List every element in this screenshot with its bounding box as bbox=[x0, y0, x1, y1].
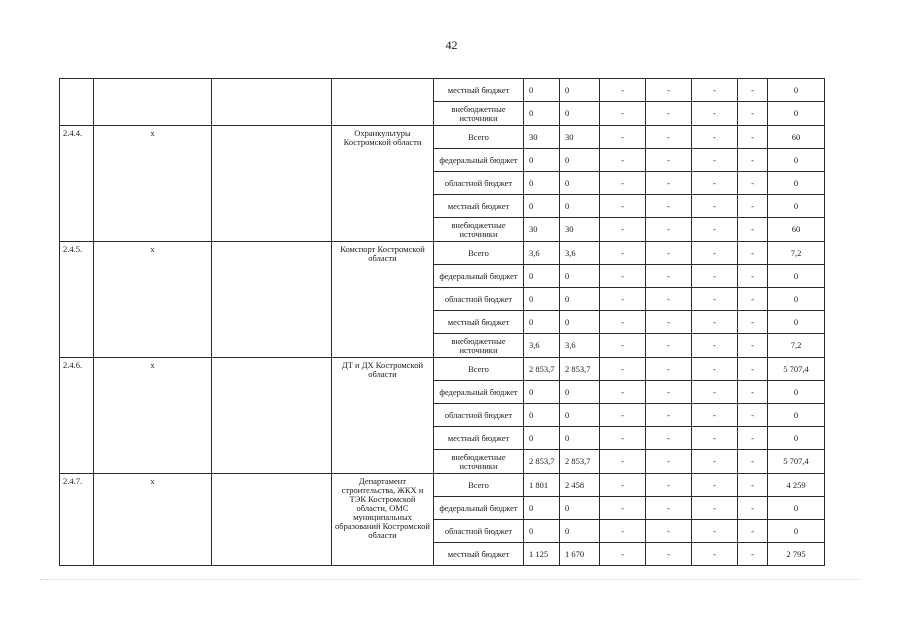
value-year-3: - bbox=[600, 102, 646, 126]
value-year-4: - bbox=[646, 265, 692, 288]
value-year-3: - bbox=[600, 450, 646, 474]
value-year-5: - bbox=[692, 543, 738, 566]
value-total: 0 bbox=[768, 497, 825, 520]
value-year-4: - bbox=[646, 311, 692, 334]
value-total: 5 707,4 bbox=[768, 358, 825, 381]
value-year-5: - bbox=[692, 79, 738, 102]
value-year-6: - bbox=[738, 172, 768, 195]
value-total: 0 bbox=[768, 265, 825, 288]
value-year-1: 0 bbox=[524, 265, 560, 288]
item-mark: х bbox=[94, 358, 212, 474]
funding-source: федеральный бюджет bbox=[434, 149, 524, 172]
funding-source: федеральный бюджет bbox=[434, 265, 524, 288]
table-body bbox=[60, 79, 825, 566]
funding-source: местный бюджет bbox=[434, 195, 524, 218]
value-year-6: - bbox=[738, 102, 768, 126]
value-year-6: - bbox=[738, 218, 768, 242]
value-year-2: 0 bbox=[560, 265, 600, 288]
value-year-4: - bbox=[646, 126, 692, 149]
value-year-6: - bbox=[738, 497, 768, 520]
value-total: 0 bbox=[768, 288, 825, 311]
table-row bbox=[60, 474, 825, 497]
value-year-5: - bbox=[692, 218, 738, 242]
value-year-3: - bbox=[600, 242, 646, 265]
value-year-6: - bbox=[738, 126, 768, 149]
value-year-2: 0 bbox=[560, 497, 600, 520]
value-year-4: - bbox=[646, 450, 692, 474]
value-year-5: - bbox=[692, 520, 738, 543]
funding-source: областной бюджет bbox=[434, 520, 524, 543]
value-year-6: - bbox=[738, 543, 768, 566]
funding-source: внебюджетные источники bbox=[434, 334, 524, 358]
value-year-1: 0 bbox=[524, 149, 560, 172]
funding-source: местный бюджет bbox=[434, 79, 524, 102]
value-year-5: - bbox=[692, 102, 738, 126]
value-year-4: - bbox=[646, 474, 692, 497]
value-year-4: - bbox=[646, 79, 692, 102]
value-year-6: - bbox=[738, 334, 768, 358]
value-year-2: 2 853,7 bbox=[560, 358, 600, 381]
value-total: 60 bbox=[768, 126, 825, 149]
empty-cell bbox=[212, 79, 332, 126]
value-year-5: - bbox=[692, 195, 738, 218]
value-year-3: - bbox=[600, 358, 646, 381]
value-year-4: - bbox=[646, 242, 692, 265]
value-year-5: - bbox=[692, 265, 738, 288]
item-mark bbox=[94, 79, 212, 126]
table-row bbox=[60, 79, 825, 102]
item-mark: х bbox=[94, 474, 212, 566]
page-number: 42 bbox=[445, 38, 458, 52]
value-year-2: 0 bbox=[560, 172, 600, 195]
item-number bbox=[60, 79, 94, 126]
value-year-3: - bbox=[600, 172, 646, 195]
value-year-1: 30 bbox=[524, 218, 560, 242]
value-year-3: - bbox=[600, 404, 646, 427]
funding-source: местный бюджет bbox=[434, 311, 524, 334]
value-year-2: 0 bbox=[560, 381, 600, 404]
value-year-4: - bbox=[646, 427, 692, 450]
funding-source: внебюджетные источники bbox=[434, 450, 524, 474]
value-total: 0 bbox=[768, 311, 825, 334]
value-year-1: 1 125 bbox=[524, 543, 560, 566]
value-total: 0 bbox=[768, 520, 825, 543]
value-year-5: - bbox=[692, 311, 738, 334]
value-year-6: - bbox=[738, 149, 768, 172]
table-row bbox=[60, 242, 825, 265]
value-year-4: - bbox=[646, 543, 692, 566]
value-year-3: - bbox=[600, 543, 646, 566]
value-year-4: - bbox=[646, 520, 692, 543]
item-mark: х bbox=[94, 126, 212, 242]
empty-cell bbox=[212, 358, 332, 474]
value-total: 0 bbox=[768, 404, 825, 427]
value-year-2: 0 bbox=[560, 311, 600, 334]
executor-name: Комспорт Костромской области bbox=[332, 242, 434, 358]
value-total: 5 707,4 bbox=[768, 450, 825, 474]
value-year-6: - bbox=[738, 520, 768, 543]
value-year-1: 0 bbox=[524, 381, 560, 404]
value-year-4: - bbox=[646, 381, 692, 404]
value-total: 2 795 bbox=[768, 543, 825, 566]
funding-source: областной бюджет bbox=[434, 172, 524, 195]
value-year-2: 0 bbox=[560, 195, 600, 218]
value-year-2: 0 bbox=[560, 288, 600, 311]
empty-cell bbox=[212, 242, 332, 358]
value-year-5: - bbox=[692, 474, 738, 497]
value-year-3: - bbox=[600, 427, 646, 450]
value-year-3: - bbox=[600, 334, 646, 358]
value-year-4: - bbox=[646, 172, 692, 195]
value-year-6: - bbox=[738, 79, 768, 102]
value-year-6: - bbox=[738, 358, 768, 381]
funding-source: Всего bbox=[434, 474, 524, 497]
item-number: 2.4.7. bbox=[60, 474, 94, 566]
value-year-5: - bbox=[692, 149, 738, 172]
value-total: 0 bbox=[768, 195, 825, 218]
value-year-4: - bbox=[646, 195, 692, 218]
value-year-1: 0 bbox=[524, 404, 560, 427]
funding-source: местный бюджет bbox=[434, 543, 524, 566]
value-year-4: - bbox=[646, 102, 692, 126]
value-year-5: - bbox=[692, 334, 738, 358]
value-year-2: 0 bbox=[560, 520, 600, 543]
value-year-5: - bbox=[692, 172, 738, 195]
value-year-1: 0 bbox=[524, 497, 560, 520]
value-year-3: - bbox=[600, 218, 646, 242]
value-total: 0 bbox=[768, 427, 825, 450]
table-row bbox=[60, 126, 825, 149]
value-year-1: 0 bbox=[524, 172, 560, 195]
value-year-1: 0 bbox=[524, 311, 560, 334]
value-year-2: 0 bbox=[560, 102, 600, 126]
value-year-3: - bbox=[600, 149, 646, 172]
value-year-2: 0 bbox=[560, 404, 600, 427]
value-year-3: - bbox=[600, 381, 646, 404]
funding-source: федеральный бюджет bbox=[434, 497, 524, 520]
funding-source: федеральный бюджет bbox=[434, 381, 524, 404]
value-year-6: - bbox=[738, 474, 768, 497]
value-total: 0 bbox=[768, 79, 825, 102]
value-year-5: - bbox=[692, 242, 738, 265]
value-year-6: - bbox=[738, 381, 768, 404]
value-total: 4 259 bbox=[768, 474, 825, 497]
value-year-5: - bbox=[692, 358, 738, 381]
value-year-2: 3,6 bbox=[560, 242, 600, 265]
funding-source: внебюджетные источники bbox=[434, 218, 524, 242]
value-year-2: 1 670 bbox=[560, 543, 600, 566]
value-year-4: - bbox=[646, 334, 692, 358]
value-year-6: - bbox=[738, 450, 768, 474]
value-year-6: - bbox=[738, 427, 768, 450]
value-year-5: - bbox=[692, 427, 738, 450]
value-year-4: - bbox=[646, 358, 692, 381]
executor-name: Охранкультуры Костромской области bbox=[332, 126, 434, 242]
value-year-1: 0 bbox=[524, 427, 560, 450]
value-year-1: 2 853,7 bbox=[524, 358, 560, 381]
page-bottom-rule bbox=[40, 579, 860, 580]
executor-name bbox=[332, 79, 434, 126]
value-year-1: 0 bbox=[524, 79, 560, 102]
value-total: 0 bbox=[768, 102, 825, 126]
value-year-6: - bbox=[738, 311, 768, 334]
budget-table bbox=[59, 78, 825, 566]
funding-source: Всего bbox=[434, 358, 524, 381]
item-number: 2.4.5. bbox=[60, 242, 94, 358]
value-year-1: 30 bbox=[524, 126, 560, 149]
table-row bbox=[60, 358, 825, 381]
item-mark: х bbox=[94, 242, 212, 358]
value-year-3: - bbox=[600, 311, 646, 334]
funding-source: Всего bbox=[434, 242, 524, 265]
value-year-3: - bbox=[600, 497, 646, 520]
value-total: 7,2 bbox=[768, 334, 825, 358]
value-year-2: 2 853,7 bbox=[560, 450, 600, 474]
value-year-3: - bbox=[600, 195, 646, 218]
value-year-2: 3,6 bbox=[560, 334, 600, 358]
value-total: 0 bbox=[768, 381, 825, 404]
value-year-6: - bbox=[738, 195, 768, 218]
value-year-2: 30 bbox=[560, 126, 600, 149]
value-total: 0 bbox=[768, 149, 825, 172]
empty-cell bbox=[212, 126, 332, 242]
value-year-3: - bbox=[600, 265, 646, 288]
value-year-3: - bbox=[600, 79, 646, 102]
value-year-6: - bbox=[738, 242, 768, 265]
executor-name: ДТ и ДХ Костромской области bbox=[332, 358, 434, 474]
value-year-5: - bbox=[692, 450, 738, 474]
value-year-4: - bbox=[646, 404, 692, 427]
value-total: 7,2 bbox=[768, 242, 825, 265]
value-year-6: - bbox=[738, 288, 768, 311]
value-year-3: - bbox=[600, 126, 646, 149]
funding-source: областной бюджет bbox=[434, 404, 524, 427]
funding-source: внебюджетные источники bbox=[434, 102, 524, 126]
funding-source: областной бюджет bbox=[434, 288, 524, 311]
value-year-4: - bbox=[646, 497, 692, 520]
funding-source: Всего bbox=[434, 126, 524, 149]
funding-source: местный бюджет bbox=[434, 427, 524, 450]
value-year-2: 0 bbox=[560, 79, 600, 102]
value-year-2: 0 bbox=[560, 149, 600, 172]
value-year-1: 0 bbox=[524, 195, 560, 218]
value-year-4: - bbox=[646, 149, 692, 172]
value-year-1: 3,6 bbox=[524, 242, 560, 265]
value-year-5: - bbox=[692, 126, 738, 149]
value-total: 0 bbox=[768, 172, 825, 195]
executor-name: Департамент строительства, ЖКХ и ТЭК Костромской области, ОМС муниципальных образований Костромской области bbox=[332, 474, 434, 566]
value-year-6: - bbox=[738, 404, 768, 427]
value-year-2: 2 458 bbox=[560, 474, 600, 497]
value-total: 60 bbox=[768, 218, 825, 242]
item-number: 2.4.6. bbox=[60, 358, 94, 474]
value-year-3: - bbox=[600, 520, 646, 543]
value-year-5: - bbox=[692, 288, 738, 311]
value-year-2: 0 bbox=[560, 427, 600, 450]
value-year-6: - bbox=[738, 265, 768, 288]
value-year-3: - bbox=[600, 474, 646, 497]
value-year-1: 3,6 bbox=[524, 334, 560, 358]
item-number: 2.4.4. bbox=[60, 126, 94, 242]
empty-cell bbox=[212, 474, 332, 566]
value-year-4: - bbox=[646, 288, 692, 311]
value-year-3: - bbox=[600, 288, 646, 311]
value-year-5: - bbox=[692, 381, 738, 404]
value-year-5: - bbox=[692, 497, 738, 520]
value-year-1: 0 bbox=[524, 288, 560, 311]
value-year-5: - bbox=[692, 404, 738, 427]
value-year-1: 0 bbox=[524, 520, 560, 543]
value-year-1: 1 801 bbox=[524, 474, 560, 497]
value-year-1: 0 bbox=[524, 102, 560, 126]
value-year-4: - bbox=[646, 218, 692, 242]
value-year-2: 30 bbox=[560, 218, 600, 242]
value-year-1: 2 853,7 bbox=[524, 450, 560, 474]
